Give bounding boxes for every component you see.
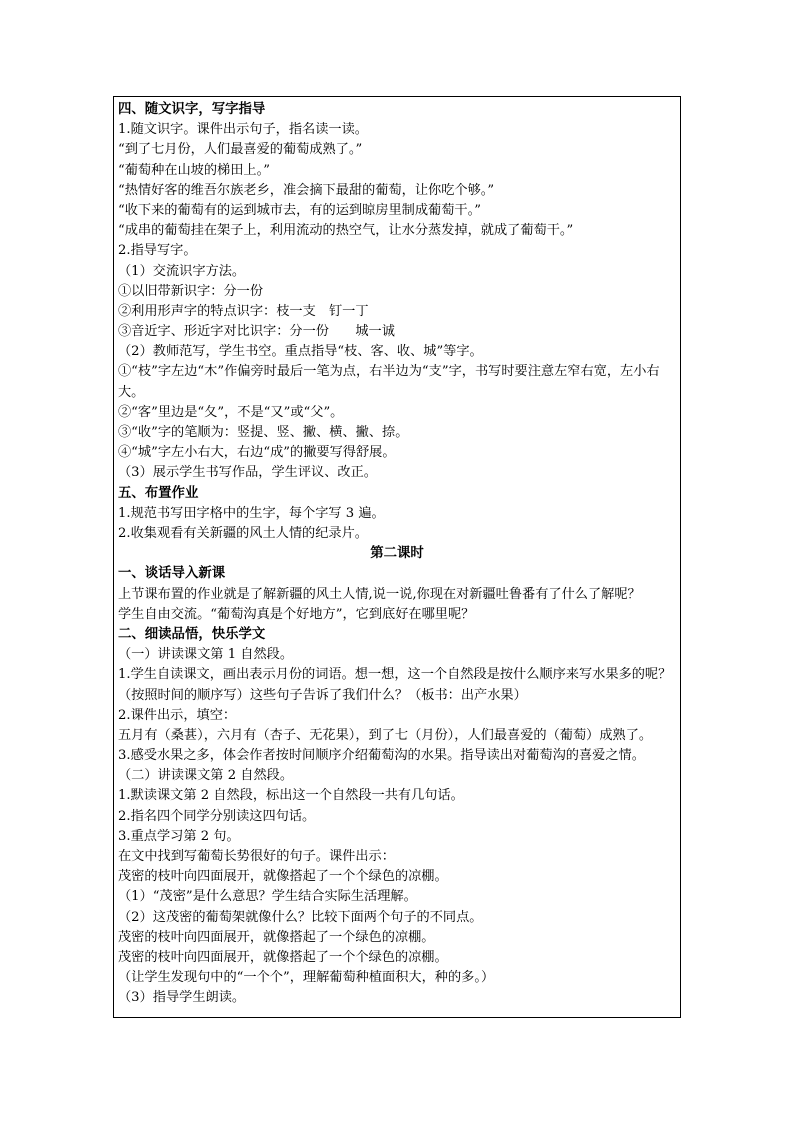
lesson-period-heading: 第二课时 [370, 546, 424, 562]
text-line: 2.指名四个同学分别读这四句话。 [118, 808, 316, 824]
paragraph: 五月有（桑葚），六月有（杏子、无花果），到了七（月份），人们最喜爱的（葡萄）成熟了。 [118, 727, 653, 743]
text-line: （3）指导学生朗读。 [118, 990, 246, 1006]
text-line: （1）交流识字方法。 [118, 263, 246, 279]
text-line: “热情好客的维吾尔族老乡，准会摘下最甜的葡萄，让你吃个够。” [118, 182, 495, 198]
text-line: （2）教师范写，学生书空。重点指导“枝、客、收、城”等字。 [118, 344, 483, 360]
text-line: “收下来的葡萄有的运到城市去，有的运到晾房里制成葡萄干。” [118, 202, 481, 218]
text-line: 茂密的枝叶向四面展开，就像搭起了一个绿色的凉棚。 [118, 929, 435, 945]
text-line: ④“城”字左小右大，右边“成”的撇要写得舒展。 [118, 445, 396, 461]
text-line: 2.课件出示，填空： [118, 707, 237, 723]
text-line: ①以旧带新识字：分一份 [118, 283, 264, 299]
text-line: “到了七月份，人们最喜爱的葡萄成熟了。” [118, 142, 363, 158]
text-line: “葡萄种在山坡的梯田上。” [118, 162, 270, 178]
text-line: 3.重点学习第 2 句。 [118, 828, 240, 844]
text-line: 学生自由交流。“葡萄沟真是个好地方”，它到底好在哪里呢？ [118, 606, 475, 622]
text-line: 1.随文识字。课件出示句子，指名读一读。 [118, 122, 368, 138]
text-line: 2.指导写字。 [118, 243, 197, 259]
text-line: ③音近字、形近字对比识字：分一份 城一诚 [118, 324, 395, 340]
paragraph: ①“枝”字左边“木”作偏旁时最后一笔为点，右半边为“支”字，书写时要注意左窄右宽，左小右大。 [118, 364, 660, 400]
text-line: （让学生发现句中的“一个个”，理解葡萄种植面积大，种的多。） [118, 970, 495, 986]
lesson-plan-table-cell [113, 96, 681, 1018]
lesson-plan-content [118, 100, 676, 1009]
section-heading: 一、谈话导入新课 [118, 566, 226, 582]
paragraph: 上节课布置的作业就是了解新疆的风土人情,说一说,你现在对新疆吐鲁番有了什么了解呢？ [118, 586, 641, 602]
text-line: （2）这茂密的葡萄架就像什么？比较下面两个句子的不同点。 [118, 909, 483, 925]
paragraph: 1.学生自读课文，画出表示月份的词语。想一想，这一个自然段是按什么顺序来写水果多的呢？（按照时间的顺序写）这些句子告诉了我们什么？（板书：出产水果） [118, 667, 672, 703]
text-line: 1.默读课文第 2 自然段，标出这一个自然段一共有几句话。 [118, 788, 464, 804]
text-line: 1.规范书写田字格中的生字，每个字写 3 遍。 [118, 505, 385, 521]
section-heading: 五、布置作业 [118, 485, 199, 501]
text-line: （1）“茂密”是什么意思？学生结合实际生活理解。 [118, 889, 417, 905]
text-line: （一）讲读课文第 1 自然段。 [118, 647, 294, 663]
text-line: 3.感受水果之多，体会作者按时间顺序介绍葡萄沟的水果。指导读出对葡萄沟的喜爱之情。 [118, 748, 645, 764]
text-line: 在文中找到写葡萄长势很好的句子。课件出示： [118, 849, 395, 865]
text-line: ③“收”字的笔顺为：竖提、竖、撇、横、撇、捺。 [118, 425, 409, 441]
text-line: ②利用形声字的特点识字：枝一支 钉一丁 [118, 303, 369, 319]
text-line: 2.收集观看有关新疆的风土人情的纪录片。 [118, 525, 368, 541]
text-line: 茂密的枝叶向四面展开，就像搭起了一个个绿色的凉棚。 [118, 869, 448, 885]
text-line: （二）讲读课文第 2 自然段。 [118, 768, 294, 784]
text-line: （3）展示学生书写作品，学生评议、改正。 [118, 465, 377, 481]
section-heading: 四、随文识字，写字指导 [118, 102, 266, 117]
text-line: ②“客”里边是“夂”，不是“又”或“父”。 [118, 404, 344, 420]
section-heading: 二、细读品悟，快乐学文 [118, 626, 266, 642]
text-line: “成串的葡萄挂在架子上，利用流动的热空气，让水分蒸发掉，就成了葡萄干。” [118, 223, 574, 239]
text-line: 茂密的枝叶向四面展开，就像搭起了一个个绿色的凉棚。 [118, 949, 448, 965]
